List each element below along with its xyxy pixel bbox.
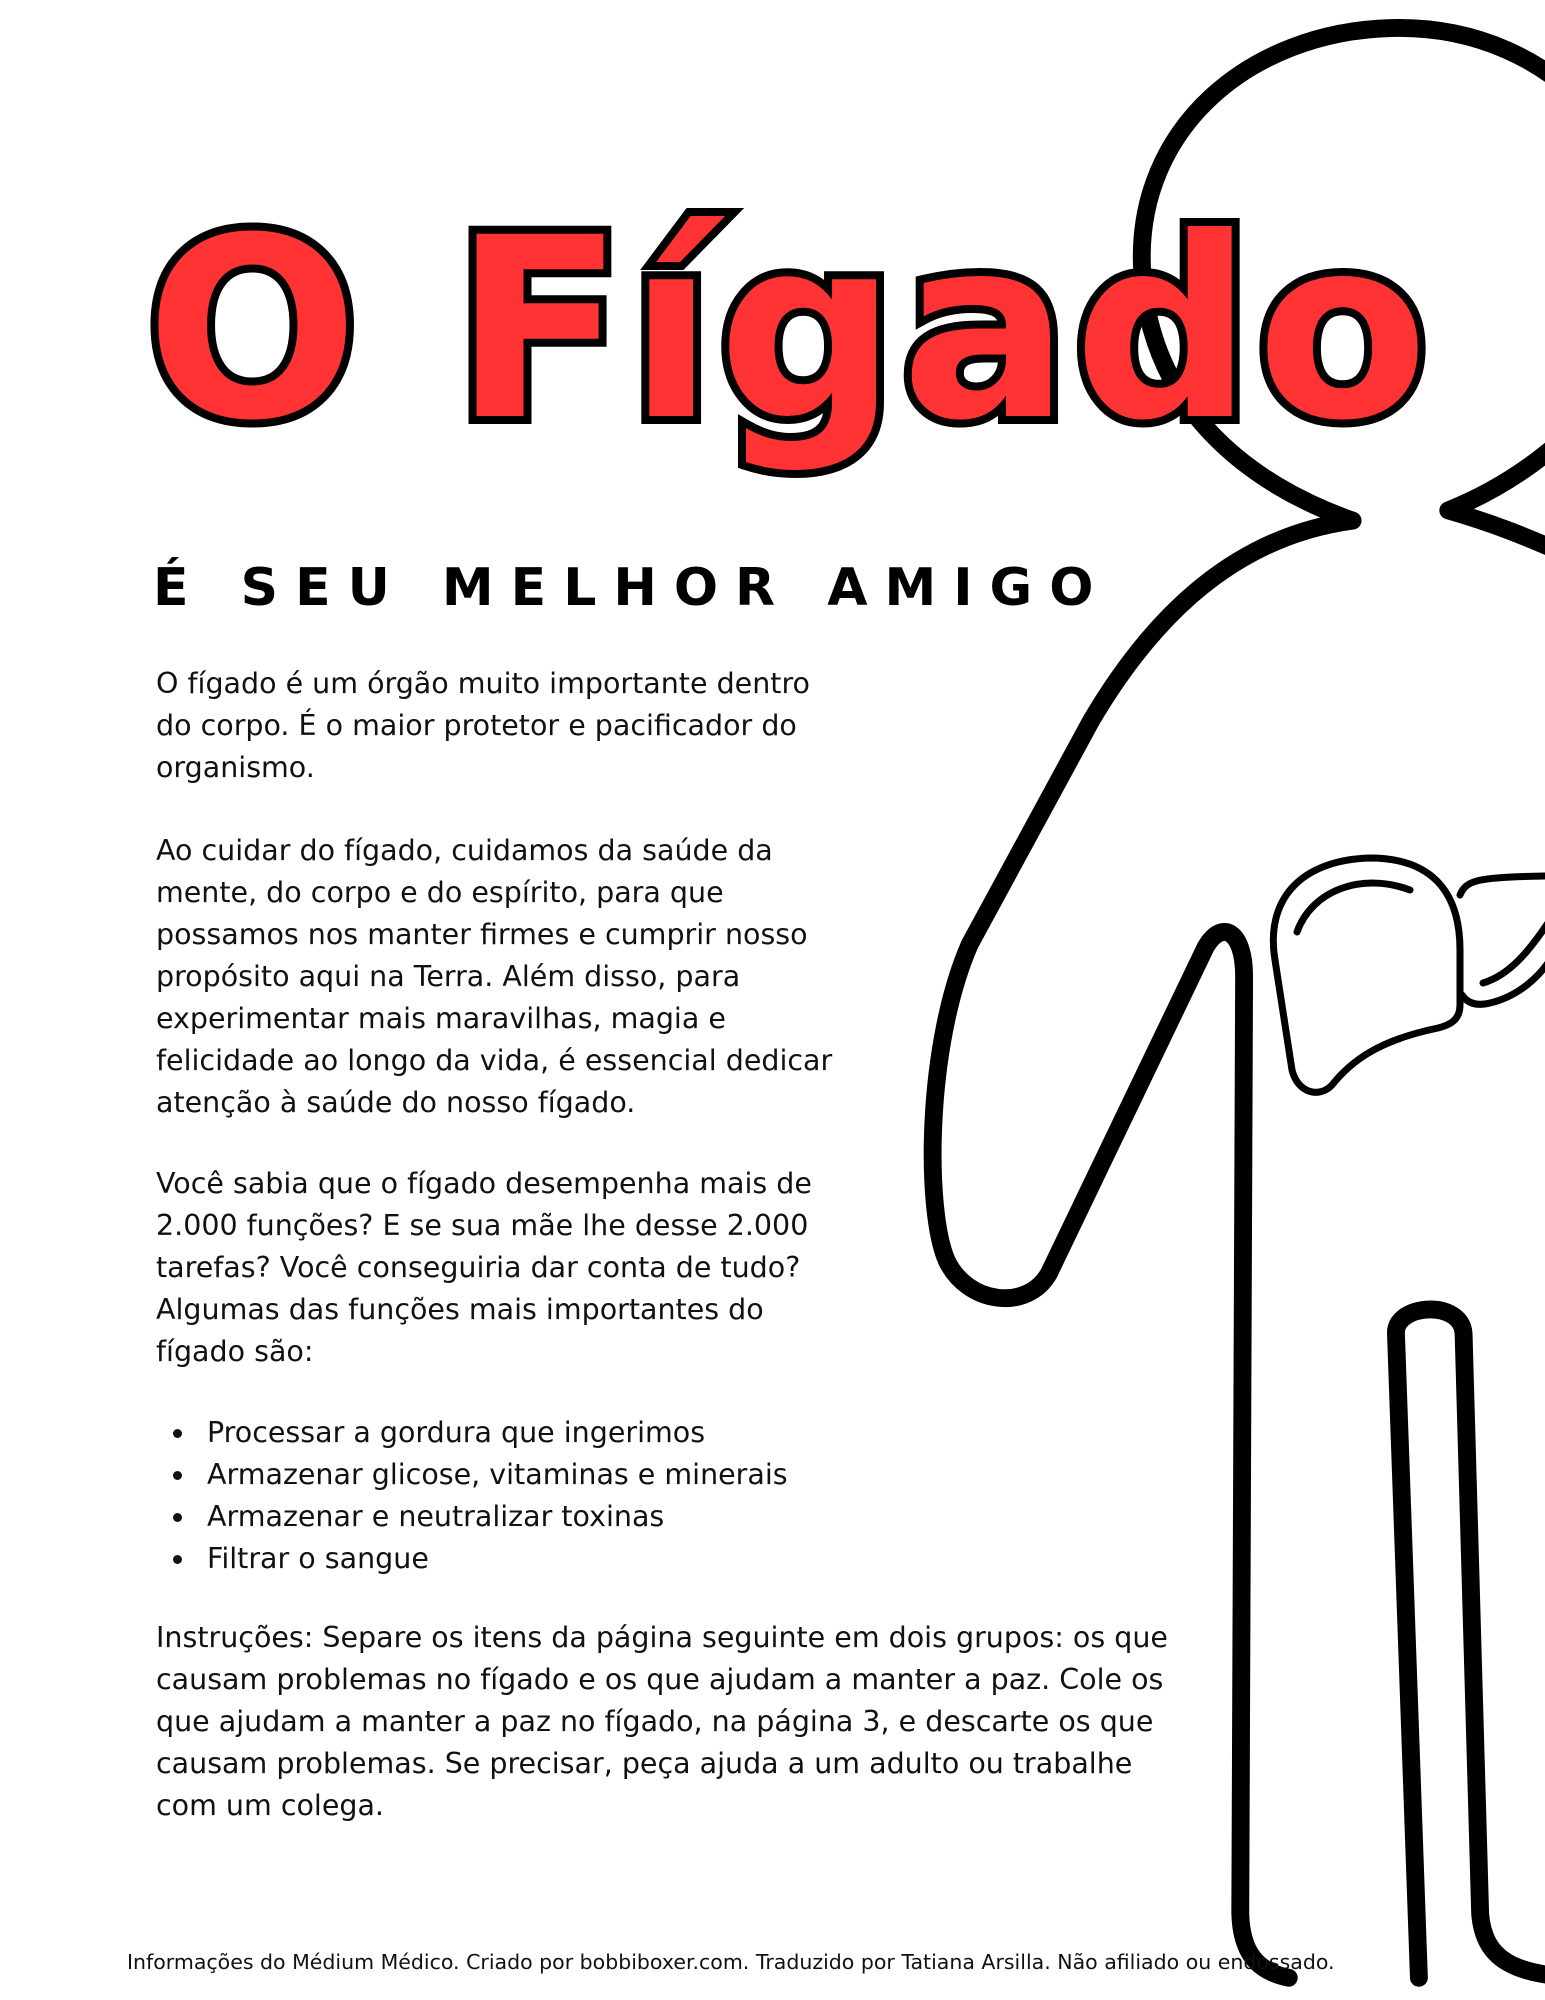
functions-list <box>156 1412 788 1580</box>
list-item: Armazenar e neutralizar toxinas <box>156 1496 788 1538</box>
text-line: com um colega. <box>156 1789 384 1822</box>
text-line: atenção à saúde do nosso fígado. <box>156 1086 636 1119</box>
paragraph-care <box>156 830 832 1124</box>
text-line: do corpo. É o maior protetor e pacificador do <box>156 709 797 742</box>
text-line: Instruções: Separe os itens da página seguinte em dois grupos: os que <box>156 1621 1168 1654</box>
text-line: 2.000 funções? E se sua mãe lhe desse 2.000 <box>156 1209 809 1242</box>
text-line: tarefas? Você conseguiria dar conta de tudo? <box>156 1251 801 1284</box>
text-line: que ajudam a manter a paz no fígado, na página 3, e descarte os que <box>156 1705 1154 1738</box>
list-item: Filtrar o sangue <box>156 1538 788 1580</box>
text-line: possamos nos manter firmes e cumprir nosso <box>156 918 808 951</box>
text-line: experimentar mais maravilhas, magia e <box>156 1002 726 1035</box>
instructions <box>156 1617 1168 1827</box>
liver-icon <box>1273 858 1545 1092</box>
head-right <box>1448 421 1545 561</box>
footer-credits: Informações do Médium Médico. Criado por bobbiboxer.com. Traduzido por Tatiana Arsilla. Não afiliado ou endossado. <box>127 1950 1335 1974</box>
text-line: O fígado é um órgão muito importante dentro <box>156 667 810 700</box>
page-title: O Fígado <box>146 184 1433 475</box>
list-item: Armazenar glicose, vitaminas e minerais <box>156 1454 788 1496</box>
text-line: Ao cuidar do fígado, cuidamos da saúde da <box>156 834 773 867</box>
text-line: causam problemas no fígado e os que ajudam a manter a paz. Cole os <box>156 1663 1164 1696</box>
text-line: propósito aqui na Terra. Além disso, para <box>156 960 741 993</box>
paragraph-intro <box>156 663 810 789</box>
text-line: organismo. <box>156 751 315 784</box>
text-line: felicidade ao longo da vida, é essencial dedicar <box>156 1044 833 1077</box>
inner-leg <box>1396 1309 1545 1977</box>
text-line: fígado são: <box>156 1335 314 1368</box>
paragraph-functions <box>156 1163 812 1373</box>
list-item: Processar a gordura que ingerimos <box>156 1412 788 1454</box>
text-line: Você sabia que o fígado desempenha mais de <box>156 1167 812 1200</box>
text-line: Algumas das funções mais importantes do <box>156 1293 764 1326</box>
page-subtitle: É SEU MELHOR AMIGO <box>153 558 1111 618</box>
text-line: mente, do corpo e do espírito, para que <box>156 876 724 909</box>
text-line: causam problemas. Se precisar, peça ajuda a um adulto ou trabalhe <box>156 1747 1133 1780</box>
